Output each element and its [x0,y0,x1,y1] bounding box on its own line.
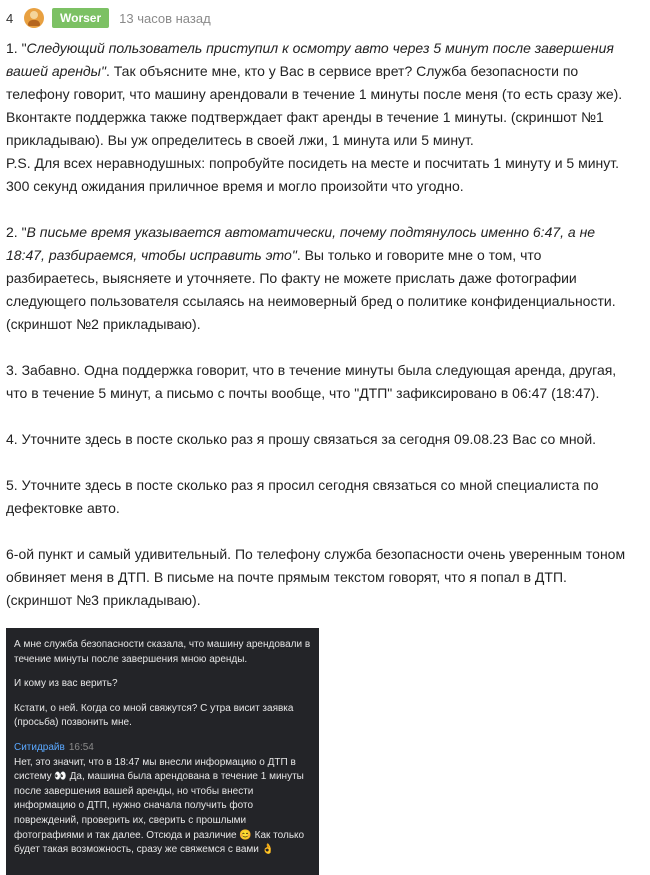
chat-reply-part-1: Нет, это значит, что в 18:47 мы внесли информацию о ДТП в систему [14,756,296,783]
paragraph-6: 6-ой пункт и самый удивительный. По телефону служба безопасности очень уверенным тоном обвиняет меня в ДТП. В письме на почте прямым текстом говорят, что я попал в ДТП. (скриншот №3 прикладываю). [6,546,626,608]
paragraph-5: 5. Уточните здесь в посте сколько раз я просил сегодня связаться со мной специалиста по дефектовке авто. [6,477,599,516]
paragraph-1: 1. "Следующий пользователь приступил к осмотру авто через 5 минут после завершения вашей аренды". Так объясните мне, кто у Вас в сервисе врет? Служба безопасности по телефону говорит, что машину арендовали в течение 1 минуты после меня (то есть сразу же). Вконтакте поддержка также подтверждает факт аренды в течение 1 минуты. (скриншот №1 прикладываю). Вы уж определитесь в своей лжи, 1 минута или 5 минут. P.S. Для всех неравнодушных: попробуйте посидеть на месте и посчитать 1 минуту и 5 минут. 300 секунд ожидания приличное время и могло произойти что угодно. [6,40,623,194]
chat-message-3: Кстати, о ней. Когда со мной свяжутся? С утра висит заявка (просьба) позвонить мне. [14,702,294,729]
chat-reply-part-2: Да, машина была арендована в течение 1 минуты после завершения вашей аренды, но чтобы внести информацию о ДТП, нужно сначала получить фото повреждений, проверить их, сверить с прошлыми фотографиями и так далее. Отсюда и различие [14,771,304,841]
ok-hand-emoji-icon: 👌 [261,844,275,856]
chat-reply-part-3: Как только будет такая возможность, сразу же свяжемся с вами [14,829,305,856]
eyes-emoji-icon: 👀 [54,771,67,783]
comment-number: 4 [6,10,14,26]
chat-message-2: И кому из вас верить? [14,678,118,690]
paragraph-1-text: . Так объясните мне, кто у Вас в сервисе врет? Служба безопасности по телефону говорит, что машину арендовали в течение 1 минуты после меня (то есть сразу же). Вконтакте поддержка также подтверждает факт аренды в течение 1 минуты. (скриншот №1 прикладываю). Вы уж определитесь в своей лжи, 1 минута или 5 минут. [6,63,623,148]
chat-screenshot[interactable] [6,628,319,875]
comment-body [6,37,636,635]
chat-sender-line [14,741,311,756]
chat-sender: Ситидрайв [14,741,65,753]
paragraph-4: 4. Уточните здесь в посте сколько раз я прошу связаться за сегодня 09.08.23 Вас со мной. [6,431,597,447]
chat-time: 16:54 [68,741,94,753]
chat-reply [14,756,311,858]
chat-message-1: А мне служба безопасности сказала, что машину арендовали в течение минуты после завершения мною аренды. [14,639,311,665]
quote-1: Следующий пользователь приступил к осмотру авто через 5 минут после завершения вашей аренды" [6,40,614,79]
quote-2: В письме время указывается автоматически, почему подтянулось именно 6:47, а не 18:47, разбираемся, чтобы исправить это" [6,224,596,263]
author-badge[interactable]: Worser [52,8,109,28]
paragraph-2-text: . Вы только и говорите мне о том, что разбираетесь, выясняете и уточняете. По факту не можете прислать даже фотографии следующего пользователя ссылаясь на неимоверный бред о политике конфиденциальности. (скриншот №2 прикладываю). [6,247,616,332]
paragraph-3: 3. Забавно. Одна поддержка говорит, что в течение минуты была следующая аренда, другая, что в течение 5 минут, а письмо с почты вообще, что "ДТП" зафиксировано в 06:47 (18:47). [6,362,617,401]
comment-header [6,7,211,29]
smile-emoji-icon: 😊 [239,829,252,841]
paragraph-2: 2. "В письме время указывается автоматически, почему подтянулось именно 6:47, а не 18:47, разбираемся, чтобы исправить это". Вы только и говорите мне о том, что разбираетесь, выясняете и уточняете. По факту не можете прислать даже фотографии следующего пользователя ссылаясь на неимоверный бред о политике конфиденциальности. (скриншот №2 прикладываю). [6,224,616,332]
avatar[interactable] [24,8,44,28]
paragraph-1-ps: P.S. Для всех неравнодушных: попробуйте посидеть на месте и посчитать 1 минуту и 5 минут. 300 секунд ожидания приличное время и могло произойти что угодно. [6,155,620,194]
comment-time[interactable]: 13 часов назад [119,10,211,26]
